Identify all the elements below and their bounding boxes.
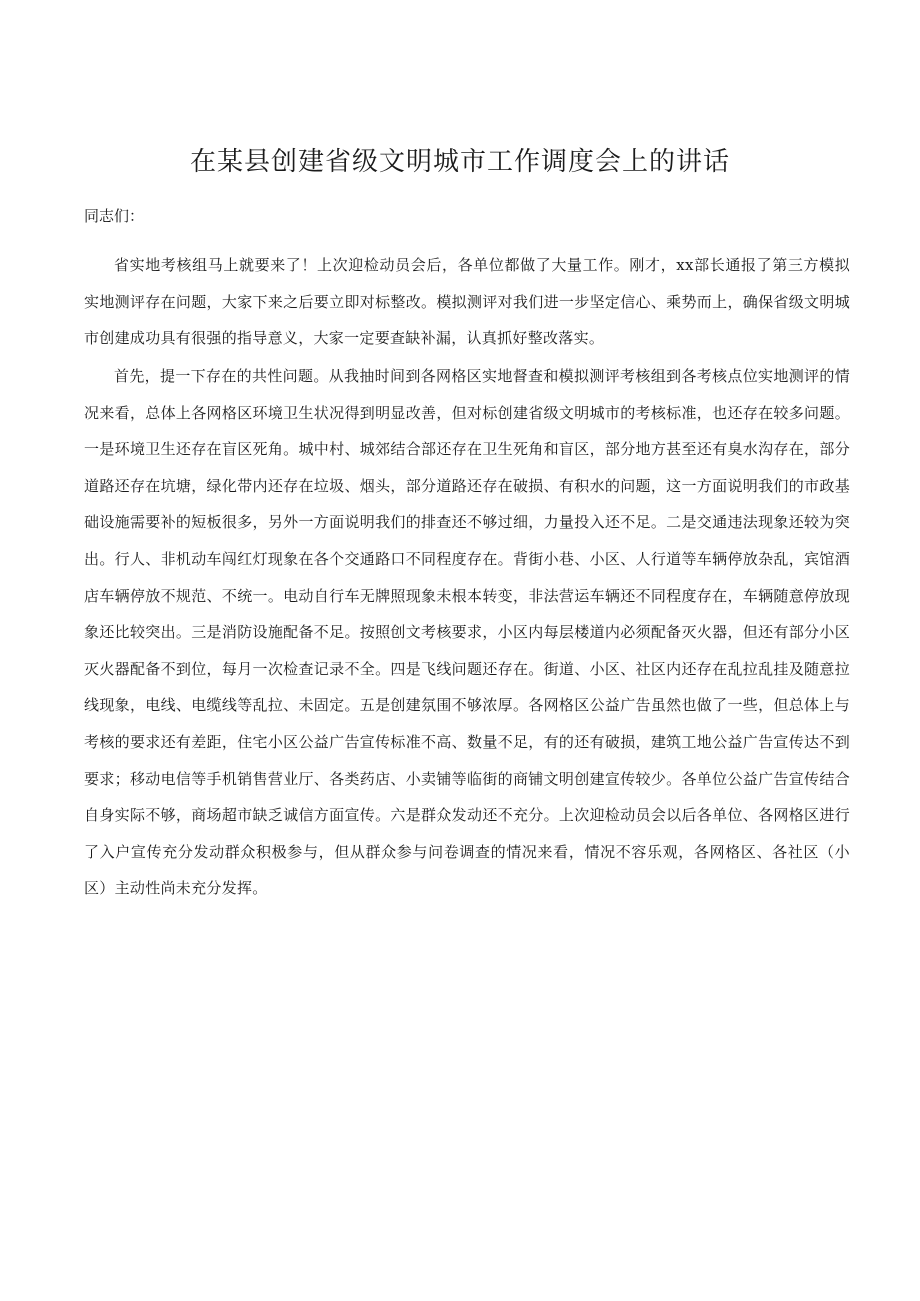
document-title: 在某县创建省级文明城市工作调度会上的讲话 — [189, 147, 730, 177]
paragraph: 首先，提一下存在的共性问题。从我抽时间到各网格区实地督查和模拟测评考核组到各考核点位实地测评的情况来看，总体上各网格区环境卫生状况得到明显改善，但对标创建省级文明城市的考核标准，也还存在较多问题。一是环境卫生还存在盲区死角。城中村、城郊结合部还存在卫生死角和盲区，部分地方甚至还有臭水沟存在，部分道路还存在坑塘，绿化带内还存在垃圾、烟头，部分道路还存在破损、有积水的问题，这一方面说明我们的市政基础设施需要补的短板很多，另外一方面说明我们的排查还不够过细，力量投入还不足。二是交通违法现象还较为突出。行人、非机动车闯红灯现象在各个交通路口不同程度存在。背街小巷、小区、人行道等车辆停放杂乱，宾馆酒店车辆停放不规范、不统一。电动自行车无牌照现象未根本转变，非法营运车辆还不同程度存在，车辆随意停放现象还比较突出。三是消防设施配备不足。按照创文考核要求，小区内每层楼道内必须配备灭火器，但还有部分小区灭火器配备不到位，每月一次检查记录不全。四是飞线问题还存在。街道、小区、社区内还存在乱拉乱挂及随意拉线现象，电线、电缆线等乱拉、未固定。五是创建氛围不够浓厚。各网格区公益广告虽然也做了一些，但总体上与考核的要求还有差距，住宅小区公益广告宣传标准不高、数量不足，有的还有破损，建筑工地公益广告宣传达不到要求；移动电信等手机销售营业厅、各类药店、小卖铺等临街的商铺文明创建宣传较少。各单位公益广告宣传结合自身实际不够，商场超市缺乏诚信方面宣传。六是群众发动还不充分。上次迎检动员会以后各单位、各网格区进行了入户宣传充分发动群众积极参与，但从群众参与问卷调查的情况来看，情况不容乐观，各网格区、各社区（小区）主动性尚未充分发挥。 — [84, 367, 850, 898]
salutation: 同志们： — [84, 207, 145, 225]
paragraph: 省实地考核组马上就要来了！上次迎检动员会后，各单位都做了大量工作。刚才，xx部长通报了第三方模拟实地测评存在问题，大家下来之后要立即对标整改。模拟测评对我们进一步坚定信心、乘势而上，确保省级文明城市创建成功具有很强的指导意义，大家一定要查缺补漏，认真抓好整改落实。 — [84, 256, 850, 348]
